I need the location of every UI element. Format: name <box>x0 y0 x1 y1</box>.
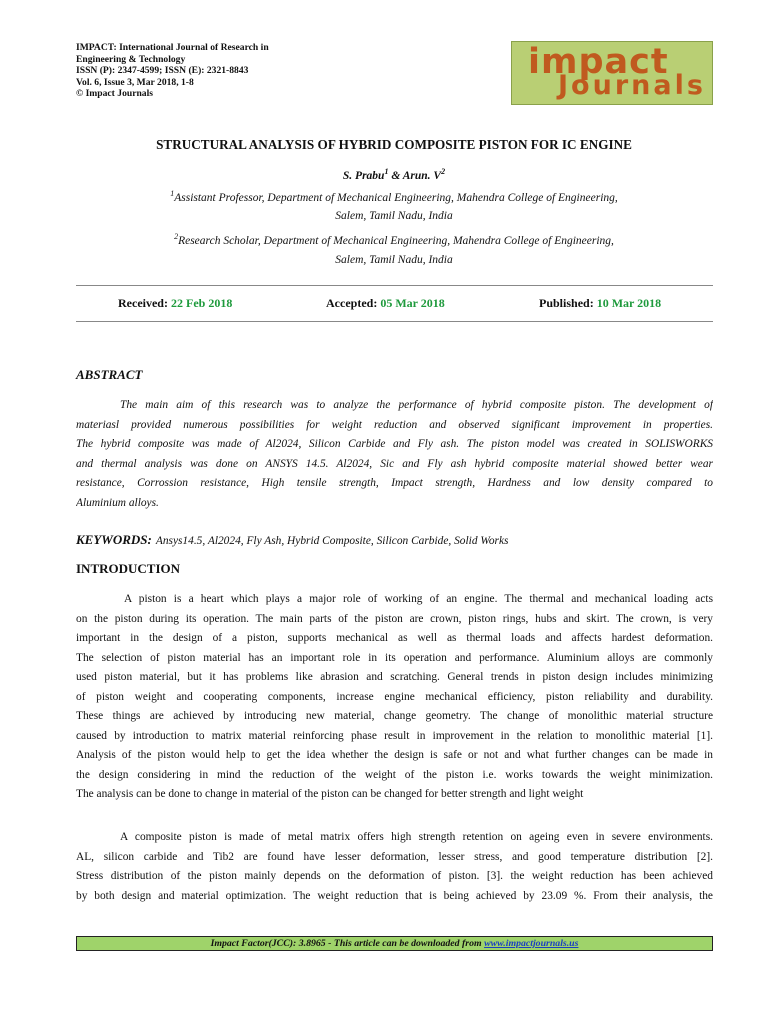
introduction-heading: INTRODUCTION <box>76 561 181 576</box>
journal-info <box>76 42 316 100</box>
abstract-line: and thermal analysis was done on ANSYS 14.5. Al2024, Sic and Fly ash hybrid composite material showed better wear <box>76 457 713 470</box>
body-line: by both design and material optimization. The weight reduction that is being achieved by 23.09 %. From their analysis, the <box>76 889 713 902</box>
abstract-line: materiasl provided numerous possibilities for weight reduction and observed significant improvement in properties. <box>76 418 713 431</box>
journal-info-line: IMPACT: International Journal of Research in <box>76 42 269 53</box>
keywords <box>76 531 713 549</box>
received-value: 22 Feb 2018 <box>170 296 233 310</box>
affiliation-text: Assistant Professor, Department of Mechanical Engineering, Mahendra College of Engineering, <box>174 191 618 204</box>
abstract-line: The hybrid composite was made of Al2024, Silicon Carbide and Fly ash. The piston model was created in SOLISWORKS <box>76 438 713 450</box>
journal-info-line: ISSN (P): 2347-4599; ISSN (E): 2321-8843 <box>76 65 249 77</box>
keywords-label: KEYWORDS: <box>76 532 152 547</box>
body-line: The analysis can be done to change in material of the piston can be changed for better strength and light weight <box>76 788 584 800</box>
journal-info-line: Vol. 6, Issue 3, Mar 2018, 1-8 <box>76 76 194 88</box>
abstract-line: Aluminium alloys. <box>76 496 159 509</box>
introduction-paragraph-1 <box>76 590 713 805</box>
affiliation-line <box>60 189 728 204</box>
body-line: important in the design of a piston, supports mechanical as well as thermal loads and affects hardest deformation. <box>76 632 713 644</box>
accepted-date <box>326 296 445 311</box>
received-date <box>118 296 232 311</box>
divider-top <box>76 285 713 286</box>
published-label: Published: <box>539 296 594 310</box>
affiliation-text: Research Scholar, Department of Mechanical Engineering, Mahendra College of Engineering, <box>178 234 614 247</box>
author-name: Arun. V <box>402 169 442 182</box>
affiliation-superscript: 1 <box>170 189 175 198</box>
body-line: AL, silicon carbide and Tib2 are found have lesser deformation, lesser stress, and good temperature distribution [2]. <box>76 850 713 863</box>
author-name: S. Prabu <box>342 169 385 182</box>
body-line: of piston weight and cooperating components, increase engine mechanical efficiency, piston reliability and durability. <box>76 690 713 703</box>
body-line: Stress distribution of the piston mainly depends on the deformation of piston. [3]. the weight reduction has been achieved <box>76 870 713 882</box>
journal-info-line: Engineering & Technology <box>76 53 186 65</box>
keywords-text: Ansys14.5, Al2024, Fly Ash, Hybrid Composite, Silicon Carbide, Solid Works <box>155 535 509 547</box>
accepted-value: 05 Mar 2018 <box>380 296 445 310</box>
accepted-label: Accepted: <box>326 296 378 310</box>
affiliation-line: Salem, Tamil Nadu, India <box>335 210 453 222</box>
author-connector: & <box>388 169 403 182</box>
logo-word-impact: impact <box>528 42 669 82</box>
introduction-paragraph-2 <box>76 828 713 906</box>
body-line: The selection of piston material has an important role in its operation and performance. Aluminium alloys are commonly <box>76 651 713 664</box>
footer-link[interactable]: www.impactjournals.us <box>484 938 579 949</box>
published-date <box>539 296 661 311</box>
journal-info-line: © Impact Journals <box>76 88 153 100</box>
author-superscript: 1 <box>384 167 389 176</box>
body-line: the design considering in mind the reduction of the weight of the piston i.e. works towards the weight minimization. <box>76 768 713 781</box>
abstract-line: The main aim of this research was to analyze the performance of hybrid composite piston. The development of <box>120 399 713 411</box>
affiliation-line: Salem, Tamil Nadu, India <box>335 254 453 266</box>
author-superscript: 2 <box>441 167 446 176</box>
logo-artwork <box>518 42 708 102</box>
body-line: A piston is a heart which plays a major role of working of an engine. The thermal and mechanical loading acts <box>124 593 713 605</box>
body-line: Analysis of the piston would help to get the idea whether the design is safe or not and what further changes can be made in <box>76 749 713 761</box>
body-line: A composite piston is made of metal matrix offers high strength retention on ageing even in severe environments. <box>120 831 713 843</box>
body-line: caused by introduction to matrix material reinforcing phase result in improvement in the relation to monolithic material [1]. <box>76 729 713 742</box>
abstract-line: resistance, Corrossion resistance, High tensile strength, Impact strength, Hardness and low density compared to <box>76 477 713 489</box>
abstract-text <box>76 396 713 513</box>
affiliation-superscript: 2 <box>174 232 179 241</box>
body-line: on the piston during its operation. The main parts of the piston are crown, piston rings, hubs and skirt. The crown, is very <box>76 612 713 625</box>
footer-banner <box>76 936 713 951</box>
divider-bottom <box>76 321 713 322</box>
logo-word-journals: Journals <box>558 70 706 101</box>
abstract-heading: ABSTRACT <box>76 367 143 382</box>
paper-title: STRUCTURAL ANALYSIS OF HYBRID COMPOSITE PISTON FOR IC ENGINE <box>156 137 632 152</box>
footer-text: Impact Factor(JCC): 3.8965 - This article can be downloaded from <box>210 938 485 949</box>
received-label: Received: <box>118 296 168 310</box>
affiliation-line <box>60 232 728 247</box>
body-line: used piston material, but it has problems like abrasion and scratching. General trends in piston design includes minimizing <box>76 671 713 683</box>
body-line: These things are achieved by introducing new material, change geometry. The change of monolithic material structure <box>76 710 713 722</box>
published-value: 10 Mar 2018 <box>596 296 662 310</box>
impact-journals-logo <box>511 41 713 105</box>
authors <box>60 167 728 182</box>
